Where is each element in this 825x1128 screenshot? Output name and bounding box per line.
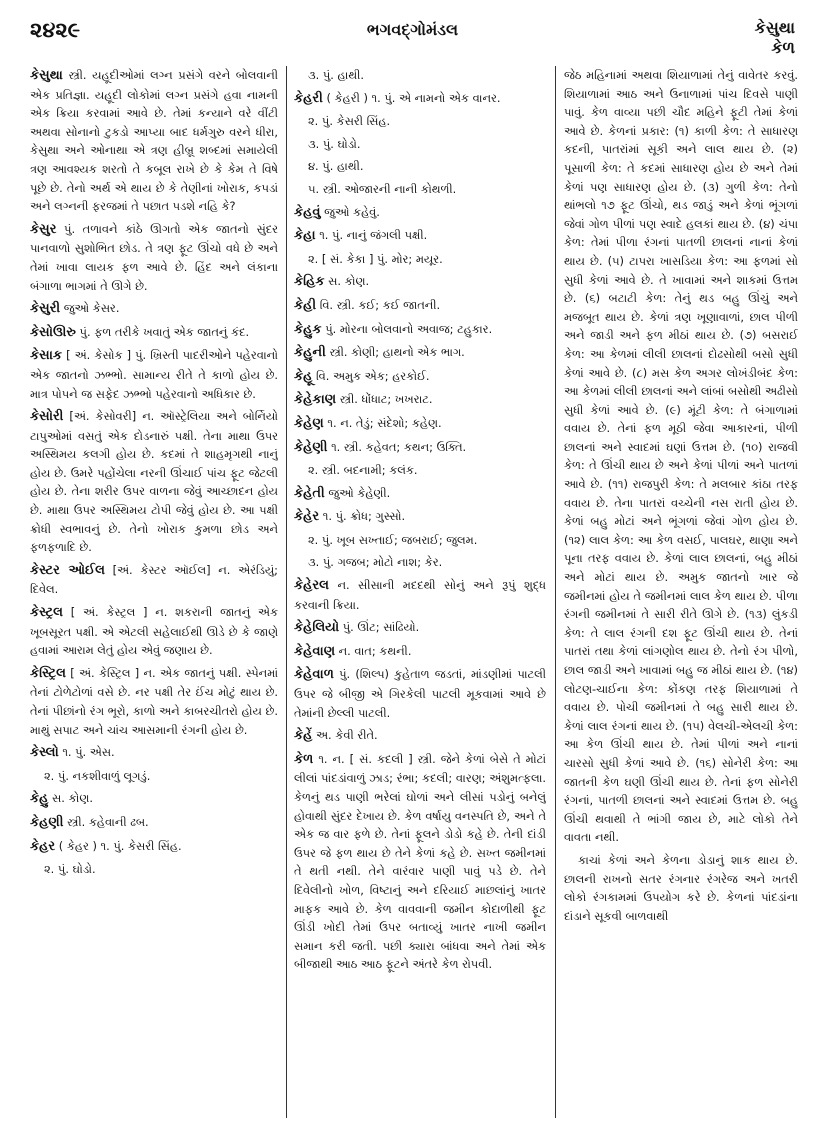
entry-text: સ્ત્રી. યહૂદીઓમાં લગ્ન પ્રસંગે વરને બોલવાની એક પ્રતિજ્ઞા. યહૂદી લોકોમાં લગ્ન પ્રસંગે હવા નામની એક ક્રિયા કરવામાં આવે છે. તેમાં કન્યાને વરે વીંટી અથવા સોનાનો ટુકડો આપ્યા બાદ ધર્મગુરુ વરને ધીરા, કેસુથા અને ઓનાથા એ ત્રણ હીબ્રૂ શબ્દમાં સમાયેલી ત્રણ આવશ્યક શરતો તે કબૂલ રાખે છે કે કેમ તે વિષે પૂછે છે. તેનો અર્થ એ થાય છે કે તેણીનાં ખોરાક, કપડાં અને લગ્નની ફરજમાં તે પછાત પડશે નહિ કે?	[30, 68, 278, 214]
dictionary-entry	[294, 507, 546, 527]
dictionary-entry	[30, 66, 278, 216]
entry-headword: કેસ્ટર ઓઈલ	[30, 562, 105, 578]
dictionary-entry	[294, 320, 546, 340]
entry-text: ( કેહરી ) ૧. પું. એ નામનો એક વાનર.	[322, 90, 501, 105]
entry-text: ન. સીસાની મદદથી સોનું અને રૂપું શુદ્ધ કરવાની ક્રિયા.	[294, 578, 546, 612]
dictionary-entry	[294, 226, 546, 246]
entry-text: પું. ફળ તરીકે ખવાતું એક જાતનું કંદ.	[75, 324, 250, 339]
dictionary-entry	[30, 813, 278, 833]
dictionary-entry	[294, 296, 546, 316]
dictionary-entry	[294, 618, 546, 638]
entry-headword: કેહરી	[294, 90, 323, 106]
entry-text: જુઓ કેસર.	[60, 301, 120, 316]
entry-headword: કેહિક	[294, 274, 325, 290]
entry-text: ૪. પું. હાથી.	[308, 159, 364, 174]
dictionary-entry	[294, 203, 546, 223]
entry-text: ૧. સ્ત્રી. કહેવત; કથન; ઉક્તિ.	[327, 439, 467, 454]
dictionary-entry	[294, 272, 546, 292]
entry-text: કાચાં કેળાં અને કેળના ડોડાનું શાક થાય છે. છાલની રાખનો સતર રંગનાર રંગરેજ અને ખતરી લોકો રંગકામમાં ઉપયોગ કરે છે. કેળનાં પાંદડાંના દાંડાને સૂકવી બાળવાથી	[564, 852, 798, 923]
guide-word-first: કેસુથા	[754, 18, 795, 37]
entry-subsense	[294, 112, 546, 131]
dictionary-entry	[30, 789, 278, 809]
dictionary-entry	[294, 343, 546, 363]
dictionary-entry	[30, 561, 278, 599]
entry-text: વિ. સ્ત્રી. કઈ; કઈ જાતની.	[316, 297, 441, 312]
guide-word-last: કેળ	[771, 38, 795, 57]
entry-headword: કેહૂ	[294, 368, 313, 384]
dictionary-entry	[294, 642, 546, 662]
entry-headword: કેસ્ટ્રિલ	[30, 665, 66, 681]
entry-headword: કેહણી	[30, 814, 64, 830]
entry-text: ૨. પું. કેસરી સિંહ.	[308, 114, 391, 129]
entry-text: ૧. પું. નાનું જંગલી પક્ષી.	[315, 228, 428, 243]
entry-text: જેઠ મહિનામાં અથવા શિયાળામાં તેનું વાવેતર કરવું. શિયાળામાં આઠ અને ઉનાળામાં પાંચ દિવસે પાણી પાવું. કેળ વાવ્યા પછી ચૌદ મહિને ફૂટી તેમાં કેળાં આવે છે. કેળનાં પ્રકાર: (૧) કાળી કેળ: તે સાધારણ કદની, પાતરાંમાં સૂકી અને લાલ થાય છે. (૨) પૂસાળી કેળ: તે કદમાં સાધારણ હોય છે અને તેમાં કેળાં પણ સાધારણ હોય છે. (૩) ગુળી કેળ: તેનો થાંભલો ૧૭ ફૂટ ઊંચો, થડ જાડું અને કેળાં ભૂંગળાં જેવાં ગોળ પીળાં પણ સ્વાદે હલકાં થાય છે. (૪) ચંપા કેળ: તેમાં પીળા રંગનાં પાતળી છાલનાં નાનાં કેળાં થાય છે. (૫) ટાપરા ખાસડિયા કેળ: આ ફળમાં સો સુધી કેળાં આવે છે. તે ખાવામાં અને શાકમાં ઉત્તમ છે. (૬) બટાટી કેળ: તેનું થડ બહુ ઊંચું અને મજબૂત થાય છે. કેળાં ત્રણ ખૂણાવાળાં, છાલ પીળી અને જાડી અને ફળ મીઠાં થાય છે. (૭) બસરાઈ કેળ: આ કેળમાં લીલી છાલનાં દોઢસોથી બસો સુધી કેળાં આવે છે. (૮) મસ કેળ અગર લોખંડીબંદ કેળ: આ કેળમાં લીલી છાલનાં અને લાંબાં બસોથી અઢીસો સુધી કેળાં આવે છે. (૯) મૂંટી કેળ: તે બંગાળામાં વવાય છે. તેનાં ફળ મૂઠી જેવા આકારનાં, પીળી છાલનાં અને સ્વાદમાં ઘણાં ઉત્તમ છે. (૧૦) રાજવી કેળ: તે ઊંચી થાય છે અને કેળાં પીળાં અને પાતળાં આવે છે. (૧૧) રાજપુરી કેળ: તે મલબાર કાંઠા તરફ વવાય છે. તેના પાતરાં વચ્ચેની નસ રાતી હોય છે. કેળાં બહુ મોટાં અને ભૂંગળાં જેવાં ગોળ હોય છે. (૧૨) લાલ કેળ: આ કેળ વસઈ, પાલઘર, થાણા અને પૂના તરફ વવાય છે. કેળાં લાલ છાલનાં, બહુ મીઠાં અને મોટાં થાય છે. અમુક જાતનો ખાર જે જમીનમાં હોય તે જમીનમાં લાલ કેળ થાય છે. પીળા રંગની જમીનમાં તે સારી રીતે ઊગે છે. (૧૩) લુંકડી કેળ: તે લાલ રંગની દશ ફૂટ ઊંચી થાય છે. તેનાં પાતરાં તથા કેળાં લાંગણોલ થાય છે. તેનો રંગ પીળો, છાલ જાડી અને ખાવામાં બહુ જ મીઠાં થાય છે. (૧૪) લોટણ-ચાઈના કેળ: કોંકણ તરફ શિયાળામાં તે વવાય છે. પોચી જમીનમાં તે બહુ સારી થાય છે. કેળાં લાલ રંગનાં થાય છે. (૧૫) વેલચી-એલચી કેળ: આ કેળ ઊંચી થાય છે. તેમાં પીળાં અને નાનાં ચારસો સુધી કેળાં આવે છે. (૧૬) સોનેરી કેળ: આ જાતની કેળ ઘણી ઊંચી થાય છે. તેનાં ફળ સોનેરી રંગનાં, પાતળી છાલનાં અને સ્વાદમાં ઉત્તમ છે. બહુ ઊંચી થવાથી તે ભાંગી જાય છે, માટે લોકો તેને વાવતા નથી.	[564, 68, 798, 845]
running-title: ભગવદ્ગોમંડલ	[366, 20, 459, 39]
entry-headword: કેહુ	[30, 791, 49, 807]
dictionary-entry	[30, 407, 278, 557]
entry-text: [ અં. કેસ્ટ્રલ ] ન. શકરાની જાતનું એક ખૂબસૂરત પક્ષી. એ એટલી સહેલાઈથી ઊડે છે કે જાણે હવામાં આરામ લેતું હોય એવું જણાય છે.	[30, 605, 278, 658]
entry-headword: કેસ્ટ્રલ	[30, 605, 64, 621]
entry-text: ૩. પું. ઘોડો.	[308, 136, 361, 151]
entry-text: ૧. ન. [ સં. કદલી ] સ્ત્રી. જેને કેળાં બેસે તે મોટાં લીલાં પાંદડાંવાળું ઝાડ; રંભા; કદલી; વારણ; અંશુમત્ફલા. કેળનું થડ પાણી ભરેલાં ઘોળાં અને લીસાં પડોનું બનેલું હોવાથી સુંદર દેખાય છે. કેળ વર્ષાયુ વનસ્પતિ છે, અને તે એક જ વાર ફળે છે. તેનાં ફૂલને ડોડો કહે છે. તેની દાંડી ઉપર જે ફળ થાય છે તેને કેળાં કહે છે. સખ્ત જમીનમાં તે થતી નથી. તેને વારંવાર પાણી પાવું પડે છે. તેને દિવેલીનો ખોળ, વિષ્ટાનું અને દરિયાઈ માછલાંનું ખાતર માફક આવે છે. કેળ વાવવાની જમીન કોદાળીથી ફૂટ ઊંડી ખોદી તેમાં ઉપર બતાવ્યું ખાતર નાખી જમીન સમાન કરી જતી. પછી ક્યારા બાંધવા અને તેમાં એક બીજાથી આઠ આઠ ફૂટને અંતરે કેળ રોપવી.	[294, 751, 546, 972]
entry-paragraph	[564, 66, 798, 847]
entry-text: સ. કોણ.	[324, 274, 370, 289]
dictionary-entry	[294, 367, 546, 387]
entry-text: જુઓ કહેવું.	[320, 204, 380, 219]
dictionary-entry	[30, 323, 278, 343]
entry-subsense	[294, 250, 546, 269]
entry-headword: કેહી	[294, 297, 317, 313]
column-middle	[294, 66, 546, 1118]
column-right	[564, 66, 798, 1118]
entry-text: ૧. પું. એસ.	[58, 745, 115, 760]
entry-headword: કેસુરી	[30, 301, 61, 317]
column-divider	[555, 66, 556, 1118]
dictionary-entry	[294, 484, 546, 504]
entry-subsense	[294, 461, 546, 480]
entry-text: ( કેહર ) ૧. પું. કેસરી સિંહ.	[55, 838, 182, 853]
entry-text: જુઓ કેહેણી.	[324, 485, 391, 500]
entry-headword: કેહવું	[294, 204, 321, 220]
dictionary-entry	[294, 726, 546, 746]
entry-headword: કેહેવાણ	[294, 643, 336, 659]
entry-subsense	[294, 135, 546, 154]
entry-headword: કેહેર	[294, 509, 320, 525]
entry-subsense	[30, 860, 278, 879]
dictionary-entry	[30, 664, 278, 739]
dictionary-entry	[294, 390, 546, 410]
dictionary-entry	[30, 220, 278, 295]
entry-text: [ અં. કેસોક ] પું. ખ્રિસ્તી પાદરીઓને પહેરવાનો એક જાતનો ઝભ્ભો. સામાન્ય રીતે તે કાળો હોય છે. માત્ર પોપને જ સફેદ ઝભ્ભો પહેરવાનો અધિકાર છે.	[30, 348, 278, 401]
entry-text: ૫. સ્ત્રી. ઓજારની નાની કોથળી.	[308, 181, 457, 196]
dictionary-entry	[30, 837, 278, 857]
entry-text: પું. તળાવને કાંઠે ઊગતો એક જાતનો સુંદર પાનવાળો સુશોભિત છોડ. તે ત્રણ ફૂટ ઊંચો વધે છે અને તેમાં ખાવા લાયક ફળ આવે છે. હિંદ અને લંકાના બંગાળા ભાગમાં તે ઊગે છે.	[30, 221, 278, 293]
entry-text: પું. ઊંટ; સાંઢિયો.	[339, 620, 420, 635]
entry-headword: કેહેલિયો	[294, 620, 340, 636]
dictionary-entry	[30, 743, 278, 763]
entry-text: સ્ત્રી. કોણી; હાથનો એક ભાગ.	[325, 345, 465, 360]
entry-text: ૨. પું. નકશીવાળું લૂગડું.	[44, 768, 151, 783]
dictionary-entry	[294, 438, 546, 458]
entry-subsense	[294, 66, 546, 85]
entry-headword: કેહેરલ	[294, 578, 329, 594]
entry-text: [અં. કેસોવરી] ન. ઑસ્ટ્રેલિયા અને બોર્નિયો ટાપુઓમાં વસતું એક દોડનારું પક્ષી. તેના માથા ઉપર અસ્થિમય કલગી હોય છે. કદમાં તે શાહમૃગથી નાનું હોય છે. ઉમરે પહોંચેલા નરની ઊંચાઈ પાંચ ફૂટ જેટલી હોય છે. તેના શરીર ઉપર વાળના જેવું આચ્છાદન હોય છે. માથા ઉપર અસ્થિમય ટોપી જેવું હોય છે. આ પક્ષી ક્રોધી સ્વભાવનું છે. તેનો ખોરાક કુમળા છોડ અને ફળફળાદિ છે.	[30, 409, 278, 555]
entry-headword: કેસુર	[30, 221, 57, 237]
entry-headword: કેસોરી	[30, 409, 64, 425]
column-left	[30, 66, 278, 1118]
entry-headword: કેહા	[294, 228, 316, 244]
entry-headword: કેહર	[30, 838, 56, 854]
dictionary-entry	[294, 665, 546, 722]
entry-text: ૩. પું. હાથી.	[308, 68, 364, 82]
entry-subsense	[30, 767, 278, 786]
entry-headword: કેહેતી	[294, 485, 325, 501]
entry-headword: કેસોઊરુ	[30, 324, 76, 340]
entry-text: ૨. પું. ખૂબ સખ્તાઈ; જબરાઈ; જુલમ.	[308, 532, 478, 547]
entry-text: સ્ત્રી. કહેવાની ઢબ.	[63, 814, 149, 829]
entry-text: ૨. સ્ત્રી. બદનામી; કલંક.	[308, 463, 418, 478]
entry-subsense	[294, 553, 546, 572]
column-divider	[286, 66, 287, 1118]
page-header	[0, 0, 825, 62]
entry-text: ૧. ન. તેડું; સંદેશો; કહેણ.	[323, 415, 442, 430]
dictionary-entry	[294, 89, 546, 109]
entry-headword: કેહેણ	[294, 415, 324, 431]
dictionary-entry	[30, 299, 278, 319]
entry-headword: કેહેકાણ	[294, 392, 337, 408]
entry-headword: કેળ	[294, 751, 314, 767]
entry-text: ૧. પું. ક્રોધ; ગુસ્સો.	[319, 509, 406, 524]
entry-text: પું. (શિલ્પ) કુહેતાળ જડતાં, માંડણીમાં પાટલી ઉપર જે બીજી એ ગિરકેલી પાટલી મૂકવામાં આવે છે તેમાંની છેલ્લી પાટલી.	[294, 667, 546, 720]
entry-text: [ અં. કેસ્ટ્રિલ ] ન. એક જાતનું પક્ષી. સ્પેનમાં તેનાં ટોળેટોળાં વસે છે. નર પક્ષી તેર ઈંચ મોટું થાય છે. તેનાં પીછાંનો રંગ ભૂરો, કાળો અને કાબરચીતરો હોય છે. માથું સપાટ અને ચાંચ આસમાની રંગની હોય છે.	[30, 665, 278, 737]
entry-text: વિ. અમુક એક; હરકોઈ.	[312, 368, 430, 383]
dictionary-entry	[294, 750, 546, 974]
entry-paragraph	[564, 851, 798, 925]
dictionary-entry	[30, 603, 278, 660]
entry-text: ૨. [ સં. કેકા ] પું. મોર; મયૂર.	[308, 251, 443, 266]
entry-headword: કેહેં	[294, 728, 313, 744]
entry-text: ૩. પું. ગજબ; મોટો નાશ; કેર.	[308, 555, 443, 570]
entry-subsense	[294, 157, 546, 176]
entry-headword: કેસ્લો	[30, 745, 59, 761]
entry-headword: કેહુક	[294, 321, 322, 337]
entry-headword: કેસાક	[30, 348, 63, 364]
dictionary-entry	[294, 414, 546, 434]
entry-text: અ. કેવી રીતે.	[312, 728, 378, 743]
dictionary-entry	[294, 576, 546, 614]
entry-text: ન. વાત; કથની.	[335, 643, 412, 658]
entry-headword: કેહેણી	[294, 439, 328, 455]
entry-headword: કેહેવાળ	[294, 667, 334, 683]
guide-words	[755, 18, 795, 58]
page-number: ૨૪૨૯	[30, 18, 81, 42]
entry-text: [અં. કેસ્ટર ઑઈલ] ન. એરંડિયું; દિવેલ.	[30, 562, 278, 597]
entry-headword: કેસુથા	[30, 68, 63, 83]
dictionary-entry	[30, 346, 278, 403]
entry-text: ૨. પું. ઘોડો.	[44, 862, 96, 877]
entry-text: સ. કોણ.	[48, 791, 93, 806]
entry-subsense	[294, 531, 546, 550]
entry-headword: કેહુની	[294, 345, 326, 361]
entry-text: સ્ત્રી. ધોંધાટ; ખખરાટ.	[336, 392, 433, 407]
entry-subsense	[294, 180, 546, 199]
entry-text: પું. મોરના બોલવાનો અવાજ; ટહુકાર.	[321, 321, 493, 336]
